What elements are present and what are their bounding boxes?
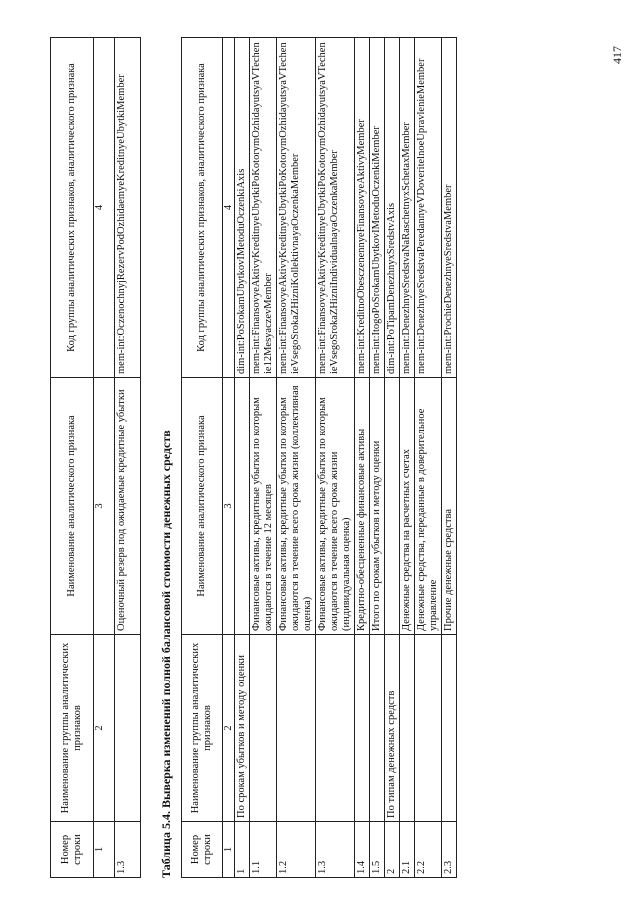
- feature-name: Прочие денежные средства: [442, 378, 457, 635]
- table-header-row: [51, 38, 94, 878]
- row-number: 2.2: [415, 822, 442, 878]
- header-row-number: Номер строки: [51, 822, 94, 878]
- column-number: 1: [94, 822, 115, 878]
- feature-name: Финансовые активы, кредитные убытки по которым ожидаются в течение всего срока жизни (индивидуальная оценка): [316, 378, 355, 635]
- table-row: [385, 38, 400, 878]
- feature-name: Кредитно-обесцененные финансовые активы: [355, 378, 370, 635]
- page-number: 417: [610, 46, 624, 64]
- table-row: [250, 38, 277, 878]
- feature-name: Итого по срокам убытков и методу оценки: [370, 378, 385, 635]
- reconciliation-table: [181, 37, 457, 878]
- table-header-row: [182, 38, 223, 878]
- row-number: 2: [385, 822, 400, 878]
- header-row-number: Номер строки: [182, 822, 223, 878]
- feature-name: Оценочный резерв под ожидаемые кредитные убытки: [114, 378, 140, 635]
- feature-code: mem-int:DenezhnyeSredstvaNaRaschetnyxSchetaxMember: [400, 38, 415, 378]
- feature-code: mem-int:FinansovyeAktivyKreditnyeUbytkiPoKotorymOzhidayutsyaVTechenieVsegoSrokaZHizniKollektivnayaOczenkaMember: [277, 38, 316, 378]
- feature-code: mem-int:KreditnoObesczenennyeFinansovyeAktivyMember: [355, 38, 370, 378]
- group-name: [277, 635, 316, 822]
- column-number: 4: [94, 38, 115, 378]
- column-number: 2: [223, 635, 235, 822]
- feature-name: [235, 378, 250, 635]
- header-feature-name: Наименование аналитического признака: [51, 378, 94, 635]
- group-name: [250, 635, 277, 822]
- row-number: 1.5: [370, 822, 385, 878]
- table-caption: Таблица 5.4. Выверка изменений полной балансовой стоимости денежных средств: [159, 430, 173, 878]
- table-body: [235, 38, 457, 878]
- table-row: [415, 38, 442, 878]
- table-row: [355, 38, 370, 878]
- column-number: 3: [223, 378, 235, 635]
- group-name: [355, 635, 370, 822]
- table-row: [400, 38, 415, 878]
- column-number: 3: [94, 378, 115, 635]
- continued-table: [50, 37, 141, 878]
- column-number-row: [94, 38, 115, 878]
- table-row: [370, 38, 385, 878]
- group-name: [114, 635, 140, 822]
- feature-code: mem-int:DenezhnyeSredstvaPeredannyeVDoveritelnoeUpravlenieMember: [415, 38, 442, 378]
- group-name: По типам денежных средств: [385, 635, 400, 822]
- feature-code: mem-int:OczenochnyjRezervPodOzhidaemyeKreditnyeUbytkiMember: [114, 38, 140, 378]
- group-name: [370, 635, 385, 822]
- table-row: [277, 38, 316, 878]
- feature-code: mem-int:ProchieDenezhnyeSredstvaMember: [442, 38, 457, 378]
- feature-code: dim-int:PoSrokamUbytkovIMetoduOczenkiAxis: [235, 38, 250, 378]
- header-code: Код группы аналитических признаков, аналитического признака: [51, 38, 94, 378]
- group-name: [415, 635, 442, 822]
- row-number: 2.1: [400, 822, 415, 878]
- row-number: 1.2: [277, 822, 316, 878]
- feature-name: Финансовые активы, кредитные убытки по которым ожидаются в течение всего срока жизни (коллективная оценка): [277, 378, 316, 635]
- feature-code: mem-int:ItogoPoSrokamUbytkovIMetoduOczenkiMember: [370, 38, 385, 378]
- feature-name: Денежные средства, переданные в доверительное управление: [415, 378, 442, 635]
- column-number-row: [223, 38, 235, 878]
- group-name: По срокам убытков и методу оценки: [235, 635, 250, 822]
- column-number: 2: [94, 635, 115, 822]
- header-feature-name: Наименование аналитического признака: [182, 378, 223, 635]
- table-row: [442, 38, 457, 878]
- row-number: 1.1: [250, 822, 277, 878]
- column-number: 4: [223, 38, 235, 378]
- feature-code: mem-int:FinansovyeAktivyKreditnyeUbytkiPoKotorymOzhidayutsyaVTechenieVsegoSrokaZHizniIndividualnayaOczenkaMember: [316, 38, 355, 378]
- rotated-content: [50, 38, 457, 878]
- header-group-name: Наименование группы аналитических признаков: [51, 635, 94, 822]
- feature-name: [385, 378, 400, 635]
- group-name: [316, 635, 355, 822]
- header-group-name: Наименование группы аналитических признаков: [182, 635, 223, 822]
- table-row: [235, 38, 250, 878]
- table-row: [316, 38, 355, 878]
- row-number: 1.4: [355, 822, 370, 878]
- feature-code: dim-int:PoTipamDenezhnyxSredstvAxis: [385, 38, 400, 378]
- table-row: [114, 38, 140, 878]
- feature-name: Денежные средства на расчетных счетах: [400, 378, 415, 635]
- header-code: Код группы аналитических признаков, аналитического признака: [182, 38, 223, 378]
- row-number: 1.3: [114, 822, 140, 878]
- group-name: [400, 635, 415, 822]
- row-number: 1.3: [316, 822, 355, 878]
- feature-name: Финансовые активы, кредитные убытки по которым ожидаются в течение 12 месяцев: [250, 378, 277, 635]
- row-number: 2.3: [442, 822, 457, 878]
- group-name: [442, 635, 457, 822]
- row-number: 1: [235, 822, 250, 878]
- column-number: 1: [223, 822, 235, 878]
- feature-code: mem-int:FinansovyeAktivyKreditnyeUbytkiPoKotorymOzhidayutsyaVTechenie12MesyaczevMember: [250, 38, 277, 378]
